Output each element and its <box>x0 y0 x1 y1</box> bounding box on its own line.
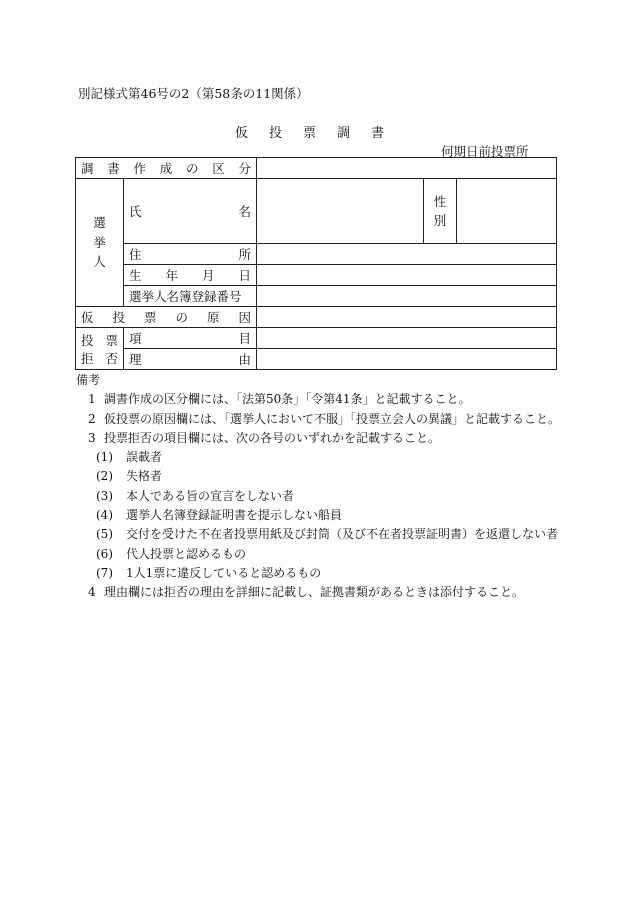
note-subitem-text: 誤載者 <box>126 450 163 465</box>
reason-label <box>76 307 257 328</box>
label-char: 分 <box>238 161 252 176</box>
name-value-cell[interactable] <box>257 179 424 244</box>
label-char: 理 <box>129 352 142 367</box>
refusal-reason-value-cell[interactable] <box>257 349 557 370</box>
label-char: 票 <box>144 310 157 325</box>
label-char: 投 <box>81 332 94 348</box>
label-char: 書 <box>107 161 120 176</box>
refusal-group-label <box>76 328 124 370</box>
note-subitem-number: (3) <box>96 488 113 503</box>
label-char: 別 <box>433 213 447 228</box>
note-item-1 <box>76 390 560 409</box>
sex-value-cell[interactable] <box>457 179 557 244</box>
category-value-cell[interactable] <box>257 158 557 179</box>
label-char: 調 <box>81 161 94 176</box>
label-char: 名 <box>238 204 252 219</box>
label-char: 投 <box>112 310 126 325</box>
note-subitem-number: (2) <box>96 469 113 484</box>
notes-subitems <box>76 448 560 583</box>
survey-form-table <box>75 157 557 370</box>
note-subitem-text: 選挙人名簿登録証明書を提示しない船員 <box>126 508 343 523</box>
note-subitem-3 <box>76 487 560 506</box>
note-subitem-4 <box>76 506 560 525</box>
refusal-reason-label <box>124 349 257 370</box>
note-item-3 <box>76 429 560 448</box>
note-item-number: 2 <box>88 411 96 426</box>
note-item-text: 仮投票の原因欄には、「選挙人において不服」「投票立会人の異議」と記載すること。 <box>104 411 561 426</box>
note-subitem-number: (4) <box>96 508 113 523</box>
note-subitem-text: 本人である旨の宣言をしない者 <box>126 488 295 503</box>
note-subitem-number: (7) <box>96 565 113 580</box>
label-char: 票 <box>105 332 118 348</box>
notes-heading: 備考 <box>76 373 101 387</box>
label-char: 項 <box>129 331 142 346</box>
label-char: 選 <box>93 215 106 231</box>
note-subitem-2 <box>76 467 560 486</box>
notes-items <box>76 390 560 448</box>
note-subitem-number: (1) <box>96 450 113 465</box>
note-subitem-5 <box>76 525 560 544</box>
note-item-number: 3 <box>88 430 96 445</box>
note-subitem-text: 代人投票と認めるもの <box>126 546 247 561</box>
note-item-text: 投票拒否の項目欄には、次の各号のいずれかを記載すること。 <box>104 430 441 445</box>
item-value-cell[interactable] <box>257 328 557 349</box>
sex-label <box>424 179 457 244</box>
notes <box>76 371 560 603</box>
form-reference: 別記様式第46号の2（第58条の11関係） <box>78 86 309 101</box>
label-char: 人 <box>93 254 106 270</box>
note-item-2 <box>76 410 560 429</box>
note-item-number: 1 <box>88 392 96 407</box>
label-char: 作 <box>133 161 147 176</box>
label-char: 住 <box>129 247 142 262</box>
label-char: 生 <box>129 268 142 283</box>
label-char: 年 <box>165 268 179 283</box>
label-char: 月 <box>202 268 215 283</box>
label-char: 目 <box>238 331 252 346</box>
note-subitem-text: 交付を受けた不在者投票用紙及び封筒（及び不在者投票証明書）を返還しない者 <box>126 527 559 542</box>
note-subitem-number: (6) <box>96 546 113 561</box>
label-char: 成 <box>159 161 173 176</box>
label-char: 氏 <box>129 204 142 219</box>
note-subitem-number: (5) <box>96 527 113 542</box>
note-subitem-6 <box>76 545 560 564</box>
label-char: の <box>186 161 199 176</box>
note-subitem-text: 失格者 <box>126 469 163 484</box>
label-char: 由 <box>238 352 252 367</box>
register-number-value-cell[interactable] <box>257 286 557 307</box>
category-label <box>76 158 257 179</box>
label-char: の <box>175 310 189 325</box>
item-label <box>124 328 257 349</box>
label-char: 性 <box>433 193 447 209</box>
polling-station: 何期日前投票所 <box>441 144 529 159</box>
label-char: 日 <box>238 268 252 283</box>
label-char: 拒 <box>81 350 94 366</box>
address-label <box>124 244 257 265</box>
name-label <box>124 179 257 244</box>
address-value-cell[interactable] <box>257 244 557 265</box>
label-char: 因 <box>238 310 252 325</box>
birthdate-label <box>124 265 257 286</box>
label-char: 挙 <box>93 234 106 250</box>
note-item-text: 調書作成の区分欄には、「法第50条」「令第41条」と記載すること。 <box>104 392 471 407</box>
register-number-label: 選挙人名簿登録番号 <box>124 286 257 307</box>
elector-group-label <box>76 179 124 307</box>
label-char: 仮 <box>81 310 94 325</box>
birthdate-value-cell[interactable] <box>257 265 557 286</box>
document-title: 仮投票調書 <box>235 126 406 141</box>
note-subitem-7 <box>76 564 560 583</box>
label-char: 所 <box>238 247 252 262</box>
note-subitem-text: 1人1票に違反していると認めるもの <box>126 565 322 580</box>
note-item-4: 4 理由欄には拒否の理由を詳細に記載し、証拠書類があるときは添付すること。 <box>88 585 525 600</box>
label-char: 否 <box>105 350 118 366</box>
reason-value-cell[interactable] <box>257 307 557 328</box>
label-char: 区 <box>212 161 225 176</box>
label-char: 原 <box>207 310 220 325</box>
note-subitem-1 <box>76 448 560 467</box>
